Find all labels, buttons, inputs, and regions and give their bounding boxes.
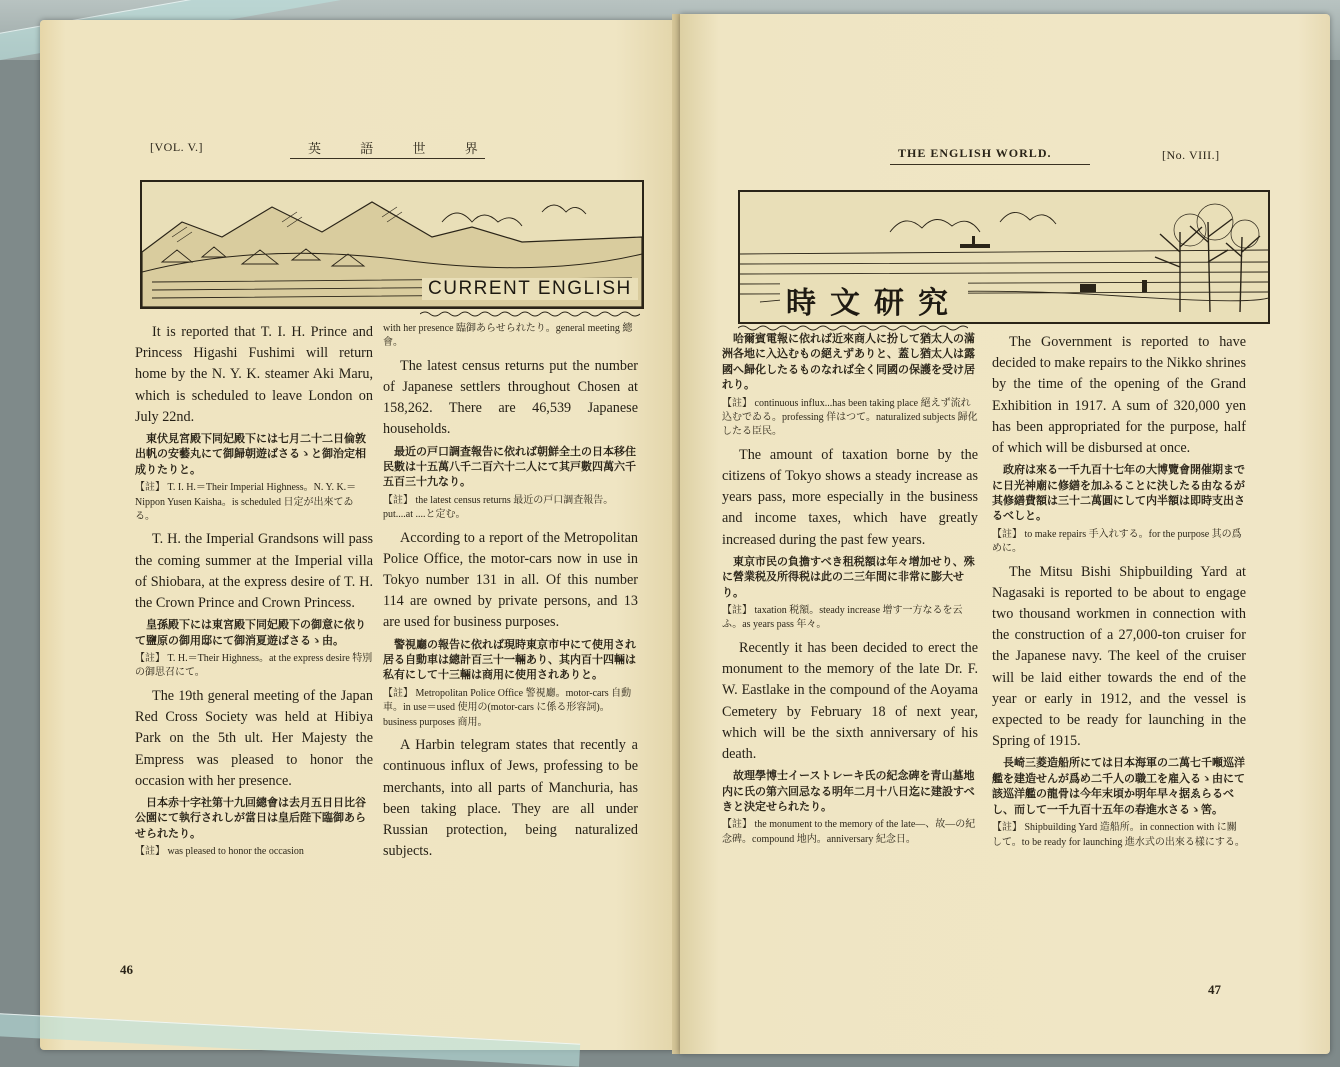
news-item-en: The amount of taxation borne by the citizens of Tokyo shows a steady increase as years pass, more especially in the business and income taxes, which have greatly increased during the past few years. [722, 446, 978, 548]
header-rule [290, 158, 485, 159]
banner-title: CURRENT ENGLISH [422, 278, 638, 300]
header-rule [890, 164, 1090, 165]
left-page-column-1 [135, 322, 373, 865]
annotation-note: 【註】 the monument to the memory of the late―、故―の紀念碑。compound 地内。anniversary 紀念日。 [722, 819, 976, 845]
news-item-jp: 東伏見宮殿下同妃殿下には七月二十二日倫敦出帆の安藝丸にて御歸朝遊ばさるゝと御治定相成りたりと。 [135, 433, 366, 476]
news-item-en: According to a report of the Metropolitan Police Office, the motor-cars now in use in Tokyo number 131 in all. Of this number 114 are owned by private persons, and 13 are used for business purposes. [383, 529, 638, 631]
news-item-jp: 故理學博士イーストレーキ氏の紀念碑を青山墓地内に氏の第六回忌なる明年二月十八日迄に建設すべきと決定せられたり。 [722, 770, 975, 813]
banner-title: 時文研究 [780, 278, 968, 322]
news-item-en: The 19th general meeting of the Japan Red Cross Society was held at Hibiya Park on the 5th ult. Her Majesty the Empress was pleased to honor the occasion with her presence. [135, 687, 373, 789]
news-item-en: Recently it has been decided to erect the monument to the memory of the late Dr. F. W. Eastlake in the compound of the Aoyama Cemetery by February 18 of next year, which will be the sixth anniversary of his death. [722, 639, 978, 762]
news-item-jp: 長崎三菱造船所にては日本海軍の二萬七千噸巡洋艦を建造せんが爲め二千人の職工を雇入るゝ由にて該巡洋艦の龍骨は今年末頃か明年早々据ゑらるべし、而して一千九百十五年の春進水さるゝ筈。 [992, 757, 1245, 816]
news-item-jp: 皇孫殿下には東宮殿下同妃殿下の御意に依りて鹽原の御用邸にて御消夏遊ばさるゝ由。 [135, 619, 366, 647]
right-page [680, 14, 1330, 1054]
news-item-jp: 警視廳の報告に依れば現時東京市中にて使用され居る自動車は總計百三十一輛あり、其内百十四輛は私有にして十三輛は商用に使用されありと。 [383, 638, 636, 682]
running-head-jp: 英 語 世 界 [308, 141, 496, 156]
annotation-note: 【註】 the latest census returns 最近の戸口調査報告。put....at ....と定む。 [383, 494, 614, 521]
right-page-column-1 [722, 332, 978, 852]
annotation-note: 【註】 was pleased to honor the occasion [135, 846, 304, 858]
page-number-left: 46 [120, 962, 133, 977]
current-english-banner [140, 180, 644, 309]
left-page-column-2 [383, 322, 638, 866]
annotation-note: 【註】 Shipbuilding Yard 造船所。in connection with に關して。to be ready for launching 進水式の出來る樣にする。 [992, 822, 1245, 848]
annotation-note: 【註】 to make repairs 手入れする。for the purpose 其の爲めに。 [992, 528, 1242, 555]
jibun-kenkyu-banner [738, 190, 1270, 324]
volume-label: [VOL. V.] [150, 140, 204, 154]
news-item-jp: 哈爾賓電報に依れば近來商人に扮して猶太人の滿洲各地に入込むもの絕えずありと、蓋し猶太人は露國へ歸化したるものなれば全く同國の保護を受け居れり。 [722, 333, 975, 392]
right-page-column-2 [992, 332, 1246, 855]
annotation-note: 【註】 taxation 税額。steady increase 增す一方なるを云ふ。as years pass 年々。 [722, 605, 963, 631]
wavy-rule [738, 324, 968, 332]
news-item-jp: 東京市民の負擔すべき租税額は年々增加せり、殊に營業税及所得税は此の二三年間に非常に膨大せり。 [722, 555, 975, 599]
news-item-en: The latest census returns put the number of Japanese settlers throughout Chosen at 158,262. There are 46,539 Japanese households. [383, 357, 638, 438]
news-item-en: The Government is reported to have decided to make repairs to the Nikko shrines by the time of the opening of the Grand Exhibition in 1917. A sum of 320,000 yen has been appropriated for the purpose, half of which will be disbursed at once. [992, 334, 1246, 457]
annotation-note: 【註】 Metropolitan Police Office 警視廳。motor-cars 自動車。in use＝used 使用の(motor-cars に係る形容詞)。business purposes 商用。 [383, 687, 632, 728]
annotation-note: 【註】 T. I. H.＝Their Imperial Highness。N. Y. K.＝Nippon Yusen Kaisha。is scheduled 日定が出來てゐる。 [135, 482, 357, 523]
wavy-rule [420, 310, 640, 318]
page-number-right: 47 [1208, 982, 1221, 997]
news-item-jp: 政府は來る一千九百十七年の大博覽會開催期までに日光神廟に修繕を加ふることに決したる由なるが其修繕費額は三十二萬圓にして内半額は即時支出さるべしと。 [992, 464, 1245, 523]
news-item-en: T. H. the Imperial Grandsons will pass the coming summer at the Imperial villa of Shiobara, at the express desire of T. H. the Crown Prince and Crown Princess. [135, 531, 373, 612]
news-item-jp: 最近の戸口調査報告に依れば朝鮮全土の日本移住民數は十五萬八千二百六十二人にて其戸數四萬六千五百三十九なり。 [383, 445, 636, 489]
news-item-en: The Mitsu Bishi Shipbuilding Yard at Nagasaki is reported to be about to engage two thousand workmen in connection with the construction of a 27,000-ton cruiser for the Japanese navy. The keel of the cruiser will be laid either towards the end of the year or early in 1912, and the vessel is expected to be ready for launching in the Spring of 1915. [992, 563, 1246, 750]
annotation-note: 【註】 T. H.＝Their Highness。at the express desire 特別の御思召にて。 [135, 653, 373, 679]
news-item-en: It is reported that T. I. H. Prince and Princess Higashi Fushimi will return home by the N. Y. K. steamer Aki Maru, which is scheduled to leave London on July 22nd. [135, 324, 373, 425]
left-page [40, 20, 680, 1050]
news-item-jp: 日本赤十字社第十九回總會は去月五日日比谷公園にて執行されしが當日は皇后陛下臨御あらせられたり。 [135, 796, 366, 840]
running-head-en: THE ENGLISH WORLD. [898, 146, 1052, 160]
annotation-note: 【註】 continuous influx...has been taking place 絕えず流れ込むでゐる。professing 佯はつて。naturalized subjects 歸化したる臣民。 [722, 397, 978, 438]
news-item-en: A Harbin telegram states that recently a continuous influx of Jews, professing to be merchants, into all parts of Manchuria, has been taking place. They are all under Russian protection, being naturalized subjects. [383, 737, 638, 860]
annotation-note: with her presence 臨御あらせられたり。general meeting 總會。 [383, 323, 633, 349]
issue-number: [No. VIII.] [1162, 148, 1220, 162]
